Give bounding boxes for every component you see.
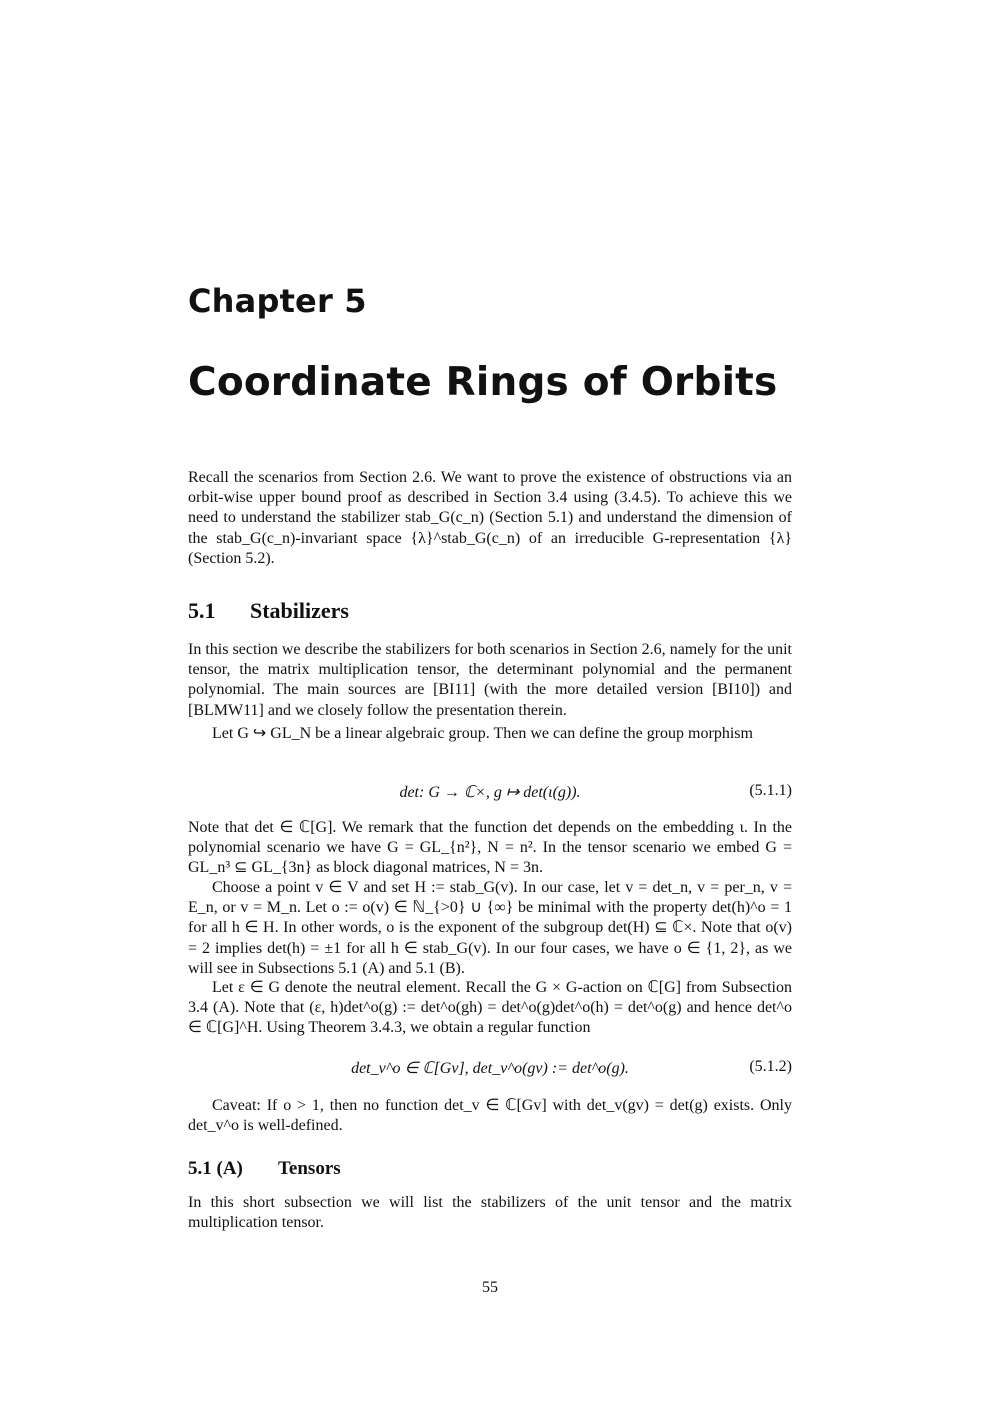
intro-paragraph: Recall the scenarios from Section 2.6. We want to prove the existence of obstructions via an orbit-wise upper bound proof as described in Section 3.4 using (3.4.5). To achieve this we need to understand the stabilizer stab_G(c_n) (Section 5.1) and understand the dimension of the stab_G(c_n)-invariant space {λ}^stab_G(c_n) of an irreducible G-representation {λ} (Section 5.2). xyxy=(188,469,792,567)
equation-5-1-1 xyxy=(188,782,792,804)
section-5-1-paragraph-6 xyxy=(188,1096,792,1136)
section-5-1-paragraph-4 xyxy=(188,878,792,979)
chapter-label: Chapter 5 xyxy=(188,282,367,320)
chapter-title: Coordinate Rings of Orbits xyxy=(188,360,778,405)
paragraph-text: Choose a point v ∈ V and set H := stab_G(v). In our case, let v = det_n, v = per_n, v = E_n, or v = M_n. Let o := o(v) ∈ ℕ_{>0} ∪ {∞} be minimal with the property det(h)^o = 1 for all h ∈ H. In other words, o is the exponent of the subgroup det(H) ⊆ ℂ×. Note that o(v) = 2 implies det(h) = ±1 for all h ∈ stab_G(v). In our four cases, we have o ∈ {1, 2}, as we will see in Subsections 5.1 (A) and 5.1 (B). xyxy=(188,879,792,977)
section-5-1-paragraph-3: Note that det ∈ ℂ[G]. We remark that the function det depends on the embedding ι. In the polynomial scenario we have G = GL_{n²}, N = n². In the tensor scenario we embed G = GL_n³ ⊆ GL_{3n} as block diagonal matrices, N = 3n. xyxy=(188,819,792,877)
subsection-heading-5-1-a xyxy=(188,1158,341,1180)
section-5-1-paragraph-5 xyxy=(188,978,792,1039)
subsection-number: 5.1 (A) xyxy=(188,1158,243,1179)
equation-number: (5.1.2) xyxy=(749,1058,792,1075)
equation-5-1-2 xyxy=(188,1058,792,1080)
subsection-5-1-a-paragraph: In this short subsection we will list the stabilizers of the unit tensor and the matrix multiplication tensor. xyxy=(188,1194,792,1232)
equation-body: det: G → ℂ×, g ↦ det(ι(g)). xyxy=(399,784,581,801)
page-number: 55 xyxy=(482,1279,498,1296)
section-5-1-paragraph-2 xyxy=(188,724,792,744)
equation-body: det_v^o ∈ ℂ[Gv], det_v^o(gv) := det^o(g). xyxy=(351,1060,629,1077)
subsection-title: Tensors xyxy=(278,1158,341,1179)
section-title: Stabilizers xyxy=(250,598,349,623)
paragraph-text: Let ε ∈ G denote the neutral element. Recall the G × G-action on ℂ[G] from Subsection 3.4 (A). Note that (ε, h)det^o(g) := det^o(gh) = det^o(g)det^o(h) = det^o(g) and hence det^o ∈ ℂ[G]^H. Using Theorem 3.4.3, we obtain a regular function xyxy=(188,979,792,1037)
section-5-1-paragraph-1: In this section we describe the stabilizers for both scenarios in Section 2.6, namely for the unit tensor, the matrix multiplication tensor, the determinant polynomial and the permanent polynomial. The main sources are [BI11] (with the more detailed version [BI10]) and [BLMW11] and we closely follow the presentation therein. xyxy=(188,641,792,719)
section-heading-5-1 xyxy=(188,598,349,624)
paragraph-text: Let G ↪ GL_N be a linear algebraic group. Then we can define the group morphism xyxy=(212,725,753,742)
section-number: 5.1 xyxy=(188,598,216,623)
equation-number: (5.1.1) xyxy=(749,782,792,799)
paragraph-text: Caveat: If o > 1, then no function det_v ∈ ℂ[Gv] with det_v(gv) = det(g) exists. Only det_v^o is well-defined. xyxy=(188,1097,792,1135)
